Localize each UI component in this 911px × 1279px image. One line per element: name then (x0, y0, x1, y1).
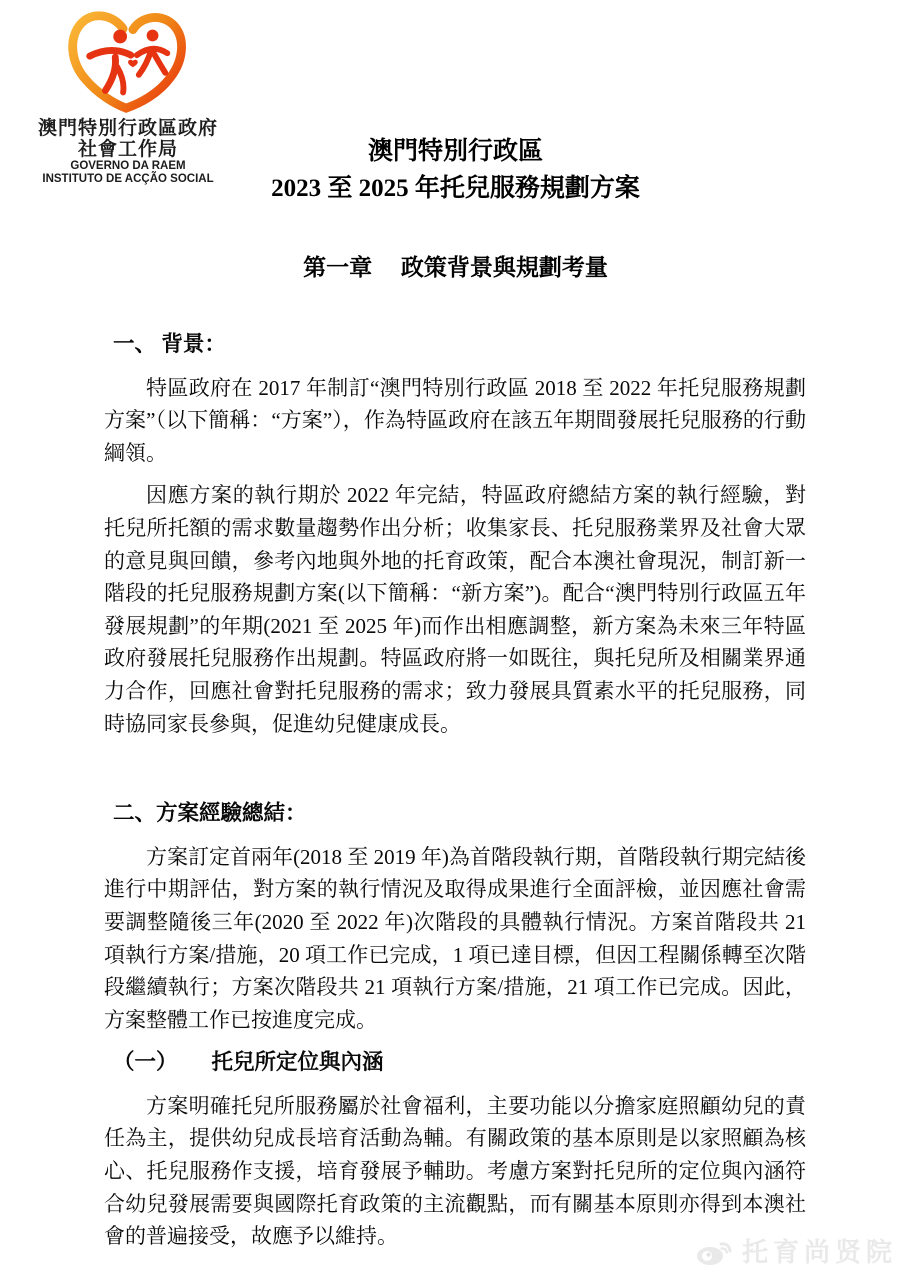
section-1-paragraph-1: 特區政府在 2017 年制訂“澳門特別行政區 2018 至 2022 年托兒服務規劃方案”（以下簡稱：“方案”），作為特區政府在該五年期間發展托兒服務的行動綱領。 (104, 375, 806, 465)
section-2-paragraph-1: 方案訂定首兩年(2018 至 2019 年)為首階段執行期，首階段執行期完結後進行中期評估，對方案的執行情況及取得成果進行全面評檢，並因應社會需要調整隨後三年(2020 至 2022 年)次階段的具體執行情況。方案首階段共 21 項執行方案/措施，20 項工作已完成，1 項已達目標，但因工程關係轉至次階段繼續執行；方案次階段共 21 項執行方案/措施，21 項工作已完成。因此，方案整體工作已按進度完成。 (104, 844, 806, 1032)
chapter-heading: 第一章 政策背景與規劃考量 (303, 255, 608, 280)
section-1-heading: 一、 背景： (113, 332, 226, 356)
subsection-1-paragraph-1: 方案明確托兒所服務屬於社會福利，主要功能以分擔家庭照顧幼兒的責任為主，提供幼兒成長培育活動為輔。有關政策的基本原則是以家照顧為核心、托兒服務作支援，培育發展予輔助。考慮方案對托兒所的定位與內涵符合幼兒發展需要與國際托育政策的主流觀點，而有關基本原則亦得到本澳社會的普遍接受，故應予以維持。 (104, 1093, 806, 1249)
weibo-icon (695, 1235, 735, 1267)
org-name-portuguese-line1: GOVERNO DA RAEM (70, 160, 186, 172)
section-1-paragraph-2: 因應方案的執行期於 2022 年完結，特區政府總結方案的執行經驗，對托兒所托額的需求數量趨勢作出分析；收集家長、托兒服務業界及社會大眾的意見與回饋，參考內地與外地的托育政策，配合本澳社會現況，制訂新一階段的托兒服務規劃方案(以下簡稱：“新方案”)。配合“澳門特別行政區五年發展規劃”的年期(2021 至 2025 年)而作出相應調整，新方案為未來三年特區政府發展托兒服務作出規劃。特區政府將一如既往，與托兒所及相關業界通力合作，回應社會對托兒服務的需求；致力發展具質素水平的托兒服務，同時協同家長參與，促進幼兒健康成長。 (104, 483, 806, 736)
watermark-text: 托育尚贤院 (741, 1237, 897, 1267)
org-name-chinese-line1: 澳門特別行政區政府 (37, 118, 218, 139)
subsection-1-number: （一） (113, 1050, 178, 1075)
document-title-line2: 2023 至 2025 年托兒服務規劃方案 (271, 175, 640, 202)
org-name-portuguese-line2: INSTITUTO DE ACÇÃO SOCIAL (42, 173, 214, 185)
document-title-line1: 澳門特別行政區 (367, 138, 543, 165)
document-title (0, 133, 911, 207)
subsection-1-title: 托兒所定位與內涵 (211, 1050, 384, 1075)
section-2-heading: 二、方案經驗總結： (113, 801, 307, 826)
subsection-1-heading (104, 1046, 806, 1079)
document-body (104, 328, 806, 1263)
watermark (695, 1232, 897, 1269)
ias-heart-logo-icon (62, 10, 194, 116)
org-name-chinese-line2: 社會工作局 (77, 139, 178, 160)
